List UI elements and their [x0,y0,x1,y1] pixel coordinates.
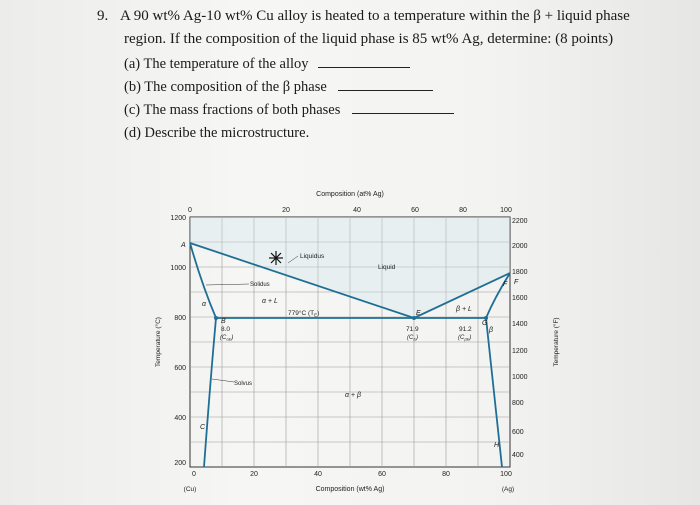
top-axis-ticks [188,207,512,214]
answer-blank-b[interactable] [338,78,433,91]
svg-text:2000: 2000 [512,243,528,250]
svg-text:1200: 1200 [512,348,528,355]
eutectic-composition-value: 71.9 [406,326,419,333]
top-axis-title: Composition (at% Ag) [316,191,384,198]
svg-text:1000: 1000 [170,265,186,272]
solidus-label: Solidus [250,282,270,288]
question-part-b [124,78,433,96]
bottom-axis-title: Composition (wt% Ag) [315,486,385,493]
cu-ag-phase-diagram [150,185,570,500]
svg-text:60: 60 [378,471,386,478]
liquidus-label: Liquidus [300,253,325,260]
svg-text:20: 20 [250,471,258,478]
svg-text:1400: 1400 [512,321,528,328]
question-part-c [124,101,454,119]
answer-blank-a[interactable] [318,55,410,68]
svg-text:600: 600 [512,429,524,436]
star-annotation-icon [269,251,283,265]
part-c-text: (c) The mass fractions of both phases [124,102,341,118]
left-axis-ticks [170,215,186,467]
svg-text:600: 600 [174,365,186,372]
bottom-axis-ticks [192,471,512,478]
right-axis-title: Temperature (°F) [553,317,560,367]
svg-text:100: 100 [500,471,512,478]
beta-phase-label: β [489,327,493,334]
beta-composition-value: 91.2 [459,326,472,333]
ag-element-label: (Ag) [501,486,515,493]
eutectic-temperature-label: 779°C $(T_E)$ [288,310,320,318]
part-b-text: (b) The composition of the β phase [124,79,327,95]
alpha-composition-value: 8.0 [221,326,231,333]
svg-text:H: H [494,442,500,449]
right-axis-ticks [512,218,528,459]
svg-text:100: 100 [500,207,512,214]
svg-text:400: 400 [174,415,186,422]
svg-text:A: A [181,242,186,249]
question-number: 9. [97,8,109,24]
svg-text:0: 0 [192,471,196,478]
alpha-beta-label: α + β [345,392,361,399]
svg-text:2200: 2200 [512,218,528,225]
beta-liquid-label: β + L [456,306,472,313]
answer-blank-c[interactable] [352,101,454,114]
right-unit-label: F [514,279,519,286]
cu-element-label: (Cu) [183,486,197,493]
alpha-phase-label: α [202,301,206,308]
svg-text:40: 40 [314,471,322,478]
svg-text:E: E [416,310,421,317]
svg-text:20: 20 [282,207,290,214]
alpha-composition-symbol: $(C_{\alpha E})$ [220,335,234,342]
question-part-a [124,55,410,73]
liquid-label: Liquid [378,264,396,271]
svg-text:G: G [482,320,488,327]
left-axis-title: Temperature (°C) [155,317,162,367]
svg-text:1800: 1800 [512,269,528,276]
svg-text:0: 0 [188,207,192,214]
svg-text:F: F [503,281,508,288]
svg-text:C: C [200,424,206,431]
svg-text:400: 400 [512,452,524,459]
svg-text:B: B [221,318,226,325]
alpha-liquid-label: α + L [262,298,278,305]
question-line-2: region. If the composition of the liquid phase is 85 wt% Ag, determine: (8 points) [124,31,614,47]
svg-text:60: 60 [411,207,419,214]
svg-text:800: 800 [174,315,186,322]
beta-composition-symbol: $(C_{\beta E})$ [458,335,472,342]
svg-text:200: 200 [174,460,186,467]
svg-text:80: 80 [442,471,450,478]
svg-text:80: 80 [459,207,467,214]
svg-text:40: 40 [353,207,361,214]
question-part-d: (d) Describe the microstructure. [124,125,310,141]
alpha-solvus-line [204,318,216,467]
eutectic-composition-symbol: $(C_E)$ [407,335,419,342]
svg-text:800: 800 [512,400,524,407]
part-a-text: (a) The temperature of the alloy [124,56,309,72]
svg-text:1200: 1200 [170,215,186,222]
svg-text:1600: 1600 [512,295,528,302]
question-line-1: A 90 wt% Ag-10 wt% Cu alloy is heated to a temperature within the β + liquid phase [120,8,630,24]
solvus-label: Solvus [234,381,253,387]
svg-text:1000: 1000 [512,374,528,381]
